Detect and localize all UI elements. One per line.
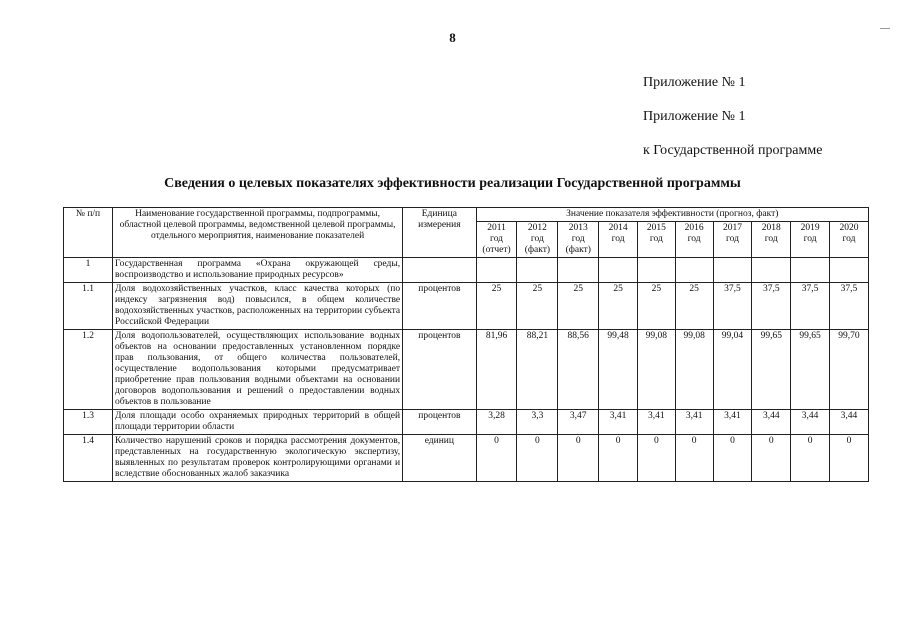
row-value-2014: 0 bbox=[599, 435, 638, 482]
row-value-2018: 37,5 bbox=[752, 283, 791, 330]
row-value-2011 bbox=[476, 258, 517, 283]
row-value-2017: 37,5 bbox=[713, 283, 752, 330]
row-value-2017: 3,41 bbox=[713, 410, 752, 435]
row-value-2018: 99,65 bbox=[752, 330, 791, 410]
header-year-2019 bbox=[791, 222, 830, 258]
appendix-line-1: Приложение № 1 bbox=[643, 75, 746, 90]
header-values-group: Значение показателя эффективности (прогноз, факт) bbox=[476, 208, 868, 222]
table-row bbox=[64, 283, 869, 330]
header-year-year: 2017 bbox=[722, 223, 742, 233]
row-value-2019: 0 bbox=[791, 435, 830, 482]
row-value-2015 bbox=[637, 258, 675, 283]
header-year-line2: год bbox=[490, 234, 504, 244]
header-year-year: 2020 bbox=[839, 223, 859, 233]
row-value-2011: 25 bbox=[476, 283, 517, 330]
row-name: Государственная программа «Охрана окружающей среды, воспроизводство и использование природных ресурсов» bbox=[113, 258, 403, 283]
header-year-line3: (факт) bbox=[524, 245, 551, 255]
row-value-2012 bbox=[517, 258, 558, 283]
row-value-2012: 0 bbox=[517, 435, 558, 482]
row-value-2015: 99,08 bbox=[637, 330, 675, 410]
row-value-2020: 3,44 bbox=[829, 410, 868, 435]
header-year-line2: год bbox=[571, 234, 585, 244]
row-value-2020: 99,70 bbox=[829, 330, 868, 410]
row-value-2016: 0 bbox=[675, 435, 713, 482]
row-num: 1.4 bbox=[64, 435, 113, 482]
row-value-2020 bbox=[829, 258, 868, 283]
row-value-2015: 25 bbox=[637, 283, 675, 330]
header-name: Наименование государственной программы, подпрограммы, областной целевой программы, ведомственной целевой программы, отдельного мероприятия, наименование показателей bbox=[113, 208, 403, 258]
table-row bbox=[64, 435, 869, 482]
table-row bbox=[64, 410, 869, 435]
row-value-2019: 99,65 bbox=[791, 330, 830, 410]
row-value-2017 bbox=[713, 258, 752, 283]
header-year-line2: год bbox=[764, 234, 778, 244]
header-year-line2: год bbox=[530, 234, 544, 244]
header-year-year: 2011 bbox=[487, 223, 506, 233]
header-year-2012 bbox=[517, 222, 558, 258]
header-year-2013 bbox=[558, 222, 599, 258]
table-body bbox=[64, 258, 869, 482]
row-value-2017: 0 bbox=[713, 435, 752, 482]
row-name: Количество нарушений сроков и порядка рассмотрения документов, представленных на государственную экологическую экспертизу, выявленных по результатам проверок контролирующими органами и вследствие обоснованных жалоб заказчика bbox=[113, 435, 403, 482]
row-num: 1.3 bbox=[64, 410, 113, 435]
row-value-2019 bbox=[791, 258, 830, 283]
indicators-table bbox=[63, 207, 869, 482]
header-year-2015 bbox=[637, 222, 675, 258]
row-value-2018 bbox=[752, 258, 791, 283]
row-value-2017: 99,04 bbox=[713, 330, 752, 410]
row-value-2014: 3,41 bbox=[599, 410, 638, 435]
header-year-year: 2012 bbox=[527, 223, 547, 233]
row-value-2020: 0 bbox=[829, 435, 868, 482]
row-value-2012: 3,3 bbox=[517, 410, 558, 435]
row-num: 1.2 bbox=[64, 330, 113, 410]
header-year-line3: (факт) bbox=[565, 245, 591, 255]
header-year-line2: год bbox=[725, 234, 739, 244]
row-value-2011: 0 bbox=[476, 435, 517, 482]
row-value-2013: 3,47 bbox=[558, 410, 599, 435]
appendix-line-3: к Государственной программе bbox=[643, 143, 823, 158]
row-value-2018: 0 bbox=[752, 435, 791, 482]
row-unit: процентов bbox=[403, 410, 477, 435]
table-row bbox=[64, 330, 869, 410]
row-value-2011: 81,96 bbox=[476, 330, 517, 410]
row-num: 1.1 bbox=[64, 283, 113, 330]
row-value-2019: 3,44 bbox=[791, 410, 830, 435]
table-header-row-1 bbox=[64, 208, 869, 222]
row-value-2016: 3,41 bbox=[675, 410, 713, 435]
row-value-2012: 88,21 bbox=[517, 330, 558, 410]
table-row bbox=[64, 258, 869, 283]
row-value-2018: 3,44 bbox=[752, 410, 791, 435]
row-value-2016: 25 bbox=[675, 283, 713, 330]
row-unit: процентов bbox=[403, 283, 477, 330]
header-year-2011 bbox=[476, 222, 517, 258]
header-year-line2: год bbox=[649, 234, 663, 244]
row-unit bbox=[403, 258, 477, 283]
scan-artifact bbox=[880, 28, 890, 29]
row-num: 1 bbox=[64, 258, 113, 283]
header-year-2020 bbox=[829, 222, 868, 258]
row-value-2020: 37,5 bbox=[829, 283, 868, 330]
header-year-year: 2019 bbox=[800, 223, 820, 233]
row-value-2015: 3,41 bbox=[637, 410, 675, 435]
header-year-year: 2015 bbox=[646, 223, 666, 233]
row-value-2013 bbox=[558, 258, 599, 283]
row-value-2016: 99,08 bbox=[675, 330, 713, 410]
header-year-year: 2016 bbox=[684, 223, 704, 233]
header-unit: Единица измерения bbox=[403, 208, 477, 258]
row-value-2013: 88,56 bbox=[558, 330, 599, 410]
header-year-year: 2018 bbox=[761, 223, 781, 233]
header-year-2018 bbox=[752, 222, 791, 258]
row-unit: процентов bbox=[403, 330, 477, 410]
row-value-2011: 3,28 bbox=[476, 410, 517, 435]
row-value-2014 bbox=[599, 258, 638, 283]
header-year-2017 bbox=[713, 222, 752, 258]
header-num: № п/п bbox=[64, 208, 113, 258]
row-value-2013: 0 bbox=[558, 435, 599, 482]
row-unit: единиц bbox=[403, 435, 477, 482]
row-name: Доля водопользователей, осуществляющих использование водных объектов на основании предоставленных установленном порядке прав пользования, от общего количества пользователей, осуществление водопользования которыми предусматривает приобретение прав пользования водными объектами на основании договоров водопользования и решений о предоставлении водных объектов в пользование bbox=[113, 330, 403, 410]
row-value-2012: 25 bbox=[517, 283, 558, 330]
header-year-year: 2014 bbox=[608, 223, 628, 233]
row-value-2014: 25 bbox=[599, 283, 638, 330]
row-value-2015: 0 bbox=[637, 435, 675, 482]
page-number: 8 bbox=[449, 30, 456, 45]
header-year-year: 2013 bbox=[568, 223, 588, 233]
header-year-2016 bbox=[675, 222, 713, 258]
header-year-line2: год bbox=[803, 234, 817, 244]
appendix-line-2: Приложение № 1 bbox=[643, 109, 746, 124]
header-year-line2: год bbox=[611, 234, 625, 244]
row-value-2016 bbox=[675, 258, 713, 283]
header-year-line2: год bbox=[687, 234, 701, 244]
row-name: Доля площади особо охраняемых природных территорий в общей площади территории области bbox=[113, 410, 403, 435]
row-value-2013: 25 bbox=[558, 283, 599, 330]
header-year-line2: год bbox=[842, 234, 856, 244]
header-year-line3: (отчет) bbox=[482, 245, 511, 255]
row-value-2019: 37,5 bbox=[791, 283, 830, 330]
row-value-2014: 99,48 bbox=[599, 330, 638, 410]
document-title: Сведения о целевых показателях эффективности реализации Государственной программы bbox=[164, 176, 741, 191]
row-name: Доля водохозяйственных участков, класс качества которых (по индексу загрязнения вод) повысился, в общем количестве водохозяйственных участков, расположенных на территории субъекта Российской Федерации bbox=[113, 283, 403, 330]
header-year-2014 bbox=[599, 222, 638, 258]
